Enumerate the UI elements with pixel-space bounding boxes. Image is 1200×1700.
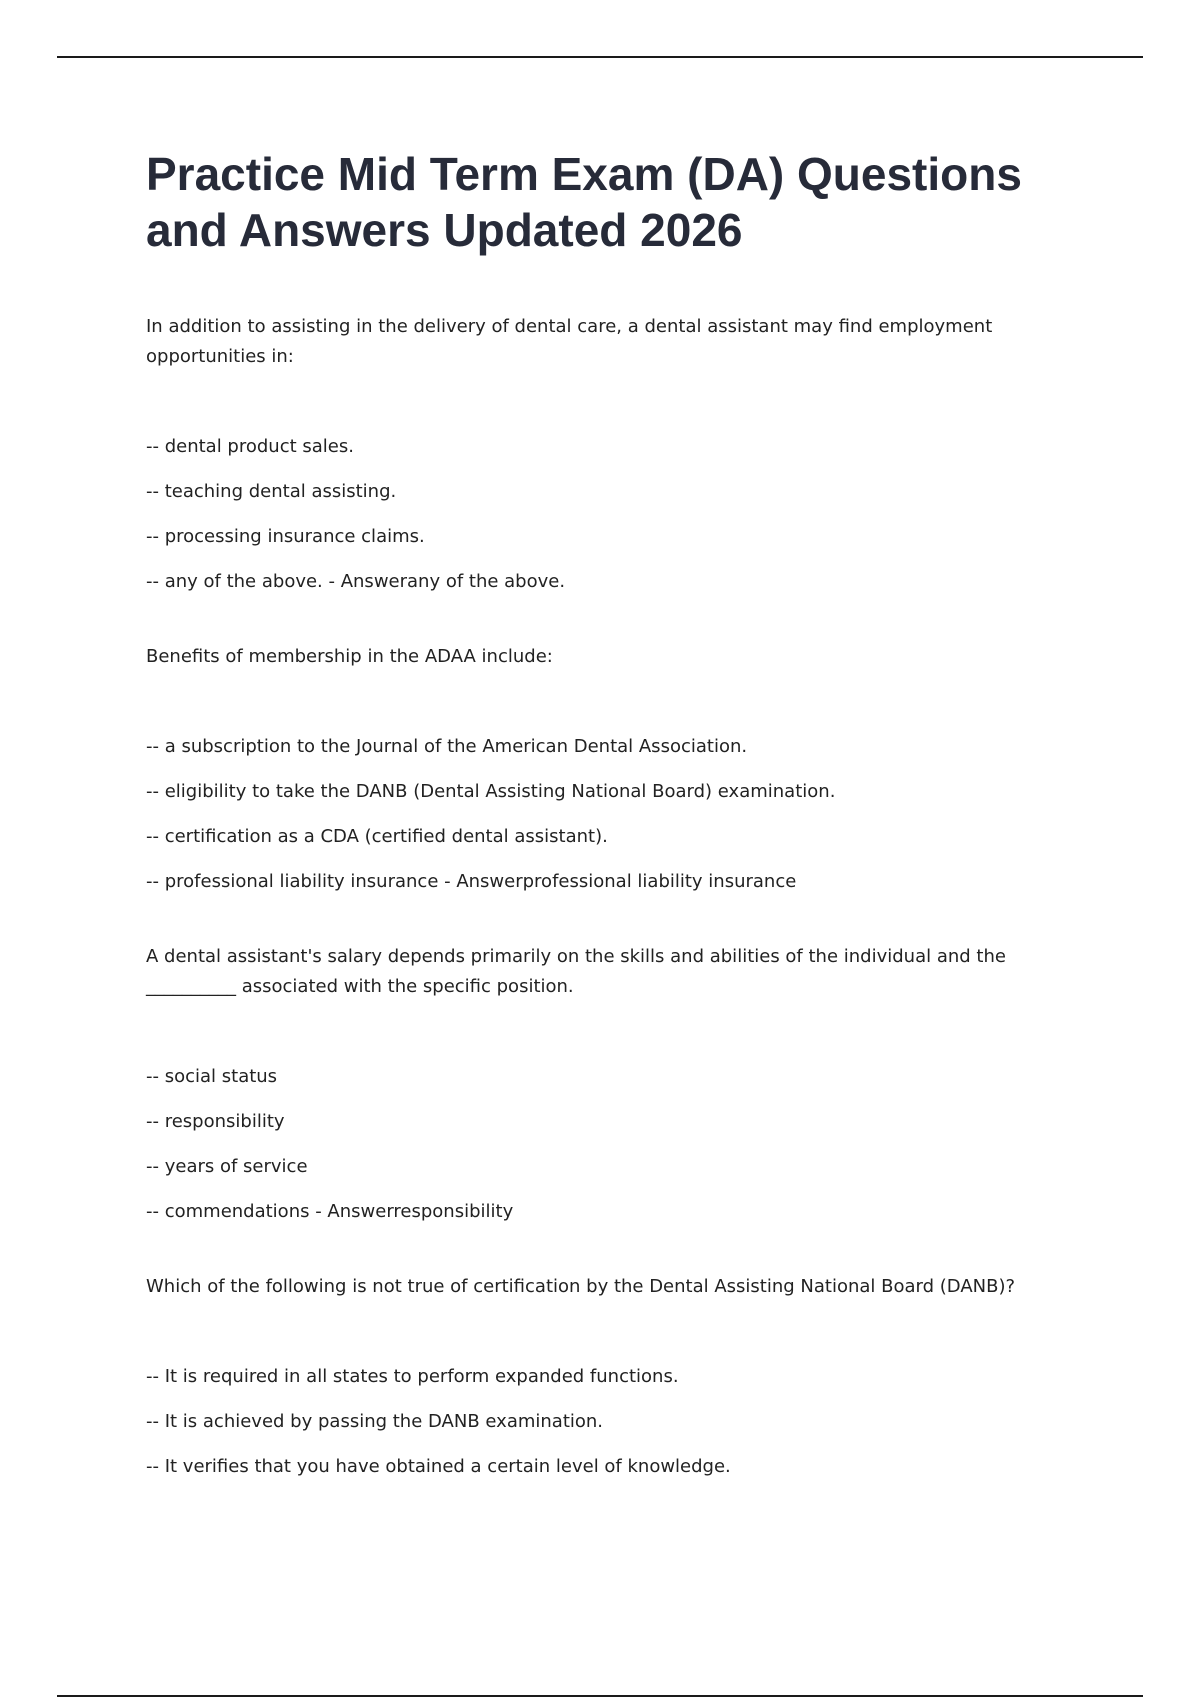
answer-option: -- social status — [146, 1066, 278, 1087]
answer-option: -- years of service — [146, 1156, 308, 1177]
answer-option: -- teaching dental assisting. — [146, 481, 397, 502]
top-divider — [57, 56, 1143, 58]
question-block-4 — [146, 1272, 1046, 1482]
question-block-1 — [146, 312, 1046, 597]
question-block-3 — [146, 942, 1046, 1227]
answer-option: -- It is required in all states to perform expanded functions. — [146, 1366, 679, 1387]
answer-option: -- commendations - Answerresponsibility — [146, 1201, 514, 1222]
document-body — [146, 312, 1046, 1497]
answer-option: -- dental product sales. — [146, 436, 354, 457]
answer-option: -- any of the above. - Answerany of the above. — [146, 571, 566, 592]
answer-option: -- responsibility — [146, 1111, 285, 1132]
answer-option: -- a subscription to the Journal of the American Dental Association. — [146, 736, 748, 757]
answer-option: -- It verifies that you have obtained a certain level of knowledge. — [146, 1456, 731, 1477]
answer-option: -- eligibility to take the DANB (Dental Assisting National Board) examination. — [146, 781, 836, 802]
question-text: Which of the following is not true of certification by the Dental Assisting National Board (DANB)? — [146, 1276, 1016, 1297]
question-text: In addition to assisting in the delivery of dental care, a dental assistant may find employment opportunities in: — [146, 316, 993, 367]
answer-option: -- professional liability insurance - Answerprofessional liability insurance — [146, 871, 797, 892]
question-text: Benefits of membership in the ADAA include: — [146, 646, 553, 667]
answer-option: -- It is achieved by passing the DANB examination. — [146, 1411, 604, 1432]
answer-option: -- processing insurance claims. — [146, 526, 425, 547]
page-title: Practice Mid Term Exam (DA) Questions and Answers Updated 2026 — [146, 148, 1022, 256]
question-block-2 — [146, 642, 1046, 897]
question-text: A dental assistant's salary depends primarily on the skills and abilities of the individual and the __________ associated with the specific position. — [146, 946, 1006, 997]
bottom-divider — [57, 1695, 1143, 1697]
answer-option: -- certification as a CDA (certified dental assistant). — [146, 826, 608, 847]
